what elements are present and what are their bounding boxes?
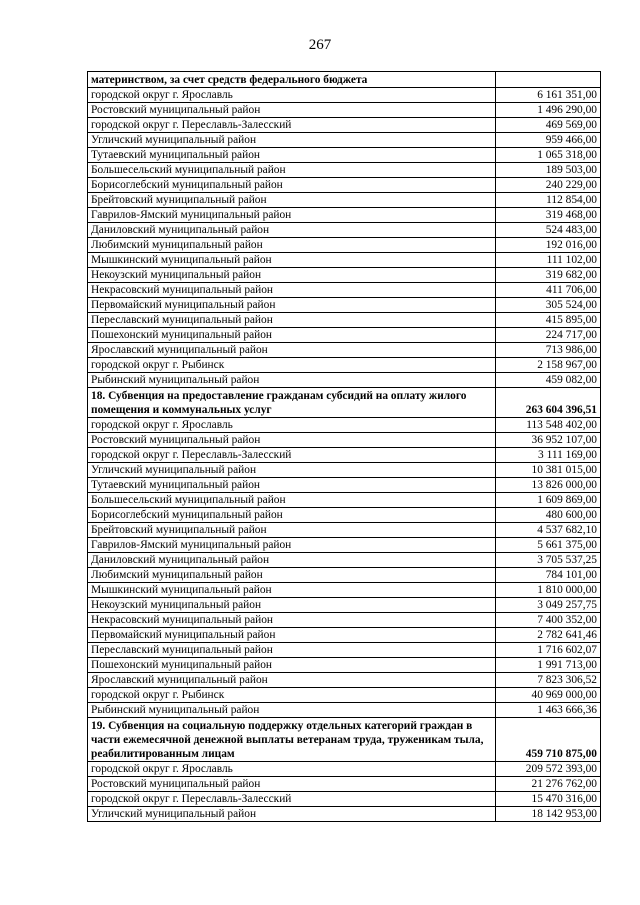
municipality-name: Тутаевский муниципальный район [88,148,496,163]
amount-value: 1 065 318,00 [496,148,601,163]
section-title: 18. Субвенция на предоставление гражданам субсидий на оплату жилого помещения и коммунальных услуг [88,388,496,418]
table-row [88,418,601,433]
municipality-name: Большесельский муниципальный район [88,493,496,508]
table-row [88,88,601,103]
table-row [88,223,601,238]
amount-value: 1 810 000,00 [496,583,601,598]
table-row [88,268,601,283]
table-row [88,463,601,478]
section-header-row [88,72,601,88]
amount-value: 209 572 393,00 [496,762,601,777]
amount-value: 2 782 641,46 [496,628,601,643]
amount-value: 112 854,00 [496,193,601,208]
municipality-name: Брейтовский муниципальный район [88,523,496,538]
table-row [88,538,601,553]
municipality-name: Любимский муниципальный район [88,238,496,253]
municipality-name: Некоузский муниципальный район [88,268,496,283]
amount-value: 480 600,00 [496,508,601,523]
municipality-name: Даниловский муниципальный район [88,553,496,568]
section-header-row [88,388,601,418]
municipality-name: Переславский муниципальный район [88,643,496,658]
amount-value: 5 661 375,00 [496,538,601,553]
municipality-name: Пошехонский муниципальный район [88,328,496,343]
table-row [88,178,601,193]
table-row [88,373,601,388]
amount-value: 113 548 402,00 [496,418,601,433]
amount-value: 189 503,00 [496,163,601,178]
municipality-name: Даниловский муниципальный район [88,223,496,238]
amount-value: 240 229,00 [496,178,601,193]
table-row [88,448,601,463]
section-header-row [88,718,601,762]
table-row [88,103,601,118]
table-row [88,133,601,148]
amount-value: 2 158 967,00 [496,358,601,373]
amount-value: 1 609 869,00 [496,493,601,508]
section-total: 263 604 396,51 [496,388,601,418]
municipality-name: Некоузский муниципальный район [88,598,496,613]
amount-value: 6 161 351,00 [496,88,601,103]
municipality-name: Борисоглебский муниципальный район [88,508,496,523]
table-row [88,298,601,313]
amount-value: 459 082,00 [496,373,601,388]
amount-value: 411 706,00 [496,283,601,298]
amount-value: 713 986,00 [496,343,601,358]
table-row [88,792,601,807]
municipality-name: Первомайский муниципальный район [88,298,496,313]
table-body [88,72,601,822]
amount-value: 13 826 000,00 [496,478,601,493]
municipality-name: Большесельский муниципальный район [88,163,496,178]
municipality-name: Ярославский муниципальный район [88,343,496,358]
municipality-name: Угличский муниципальный район [88,807,496,822]
amount-value: 3 049 257,75 [496,598,601,613]
municipality-name: городской округ г. Ярославль [88,418,496,433]
amount-value: 111 102,00 [496,253,601,268]
municipality-name: Ростовский муниципальный район [88,103,496,118]
table-row [88,553,601,568]
table-row [88,283,601,298]
table-row [88,433,601,448]
subsidy-table [87,71,601,822]
amount-value: 18 142 953,00 [496,807,601,822]
municipality-name: городской округ г. Ярославль [88,762,496,777]
amount-value: 524 483,00 [496,223,601,238]
amount-value: 319 468,00 [496,208,601,223]
amount-value: 15 470 316,00 [496,792,601,807]
municipality-name: Ростовский муниципальный район [88,433,496,448]
table-row [88,163,601,178]
municipality-name: Борисоглебский муниципальный район [88,178,496,193]
amount-value: 10 381 015,00 [496,463,601,478]
section-title: 19. Субвенция на социальную поддержку отдельных категорий граждан в части ежемесячной денежной выплаты ветеранам труда, труженикам тыла, реабилитированным лицам [88,718,496,762]
municipality-name: городской округ г. Переславль-Залесский [88,792,496,807]
amount-value: 784 101,00 [496,568,601,583]
table-row [88,208,601,223]
municipality-name: Гаврилов-Ямский муниципальный район [88,538,496,553]
municipality-name: Мышкинский муниципальный район [88,583,496,598]
municipality-name: городской округ г. Переславль-Залесский [88,118,496,133]
table-row [88,673,601,688]
amount-value: 3 111 169,00 [496,448,601,463]
municipality-name: Угличский муниципальный район [88,463,496,478]
amount-value: 959 466,00 [496,133,601,148]
amount-value: 3 705 537,25 [496,553,601,568]
table-row [88,658,601,673]
municipality-name: Гаврилов-Ямский муниципальный район [88,208,496,223]
municipality-name: Ярославский муниципальный район [88,673,496,688]
municipality-name: Рыбинский муниципальный район [88,703,496,718]
table-row [88,762,601,777]
municipality-name: Пошехонский муниципальный район [88,658,496,673]
amount-value: 224 717,00 [496,328,601,343]
municipality-name: Тутаевский муниципальный район [88,478,496,493]
municipality-name: Мышкинский муниципальный район [88,253,496,268]
section-title: материнством, за счет средств федерального бюджета [88,72,496,88]
table-row [88,568,601,583]
amount-value: 40 969 000,00 [496,688,601,703]
page-number: 267 [308,37,332,53]
table-row [88,328,601,343]
municipality-name: Брейтовский муниципальный район [88,193,496,208]
municipality-name: Некрасовский муниципальный район [88,283,496,298]
amount-value: 469 569,00 [496,118,601,133]
table-row [88,148,601,163]
municipality-name: Некрасовский муниципальный район [88,613,496,628]
table-row [88,478,601,493]
municipality-name: городской округ г. Рыбинск [88,358,496,373]
table-row [88,777,601,792]
municipality-name: городской округ г. Переславль-Залесский [88,448,496,463]
section-total [496,72,601,88]
amount-value: 415 895,00 [496,313,601,328]
table-row [88,628,601,643]
municipality-name: Первомайский муниципальный район [88,628,496,643]
amount-value: 1 463 666,36 [496,703,601,718]
table-row [88,313,601,328]
table-row [88,807,601,822]
municipality-name: Переславский муниципальный район [88,313,496,328]
table-row [88,643,601,658]
table-row [88,358,601,373]
municipality-name: Ростовский муниципальный район [88,777,496,792]
amount-value: 7 400 352,00 [496,613,601,628]
amount-value: 21 276 762,00 [496,777,601,792]
municipality-name: Угличский муниципальный район [88,133,496,148]
table-row [88,598,601,613]
amount-value: 192 016,00 [496,238,601,253]
table-row [88,253,601,268]
table-row [88,688,601,703]
table-row [88,493,601,508]
amount-value: 319 682,00 [496,268,601,283]
table-row [88,238,601,253]
table-row [88,118,601,133]
table-row [88,193,601,208]
table-row [88,583,601,598]
table-row [88,613,601,628]
municipality-name: городской округ г. Ярославль [88,88,496,103]
amount-value: 1 496 290,00 [496,103,601,118]
amount-value: 305 524,00 [496,298,601,313]
table-row [88,523,601,538]
table-row [88,343,601,358]
municipality-name: Любимский муниципальный район [88,568,496,583]
amount-value: 4 537 682,10 [496,523,601,538]
table-row [88,508,601,523]
municipality-name: городской округ г. Рыбинск [88,688,496,703]
amount-value: 36 952 107,00 [496,433,601,448]
table-row [88,703,601,718]
amount-value: 1 716 602,07 [496,643,601,658]
municipality-name: Рыбинский муниципальный район [88,373,496,388]
amount-value: 7 823 306,52 [496,673,601,688]
section-total: 459 710 875,00 [496,718,601,762]
amount-value: 1 991 713,00 [496,658,601,673]
